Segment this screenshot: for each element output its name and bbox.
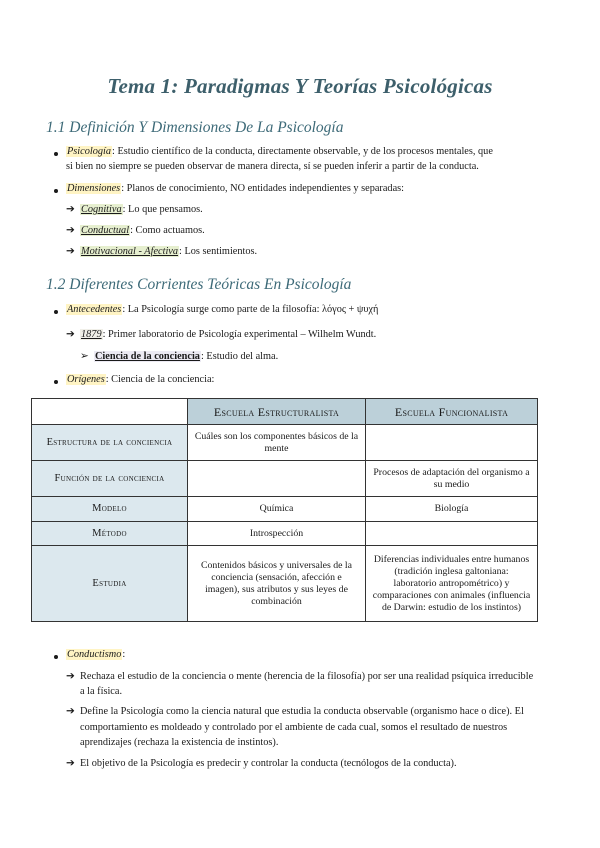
table-row [32,546,538,622]
table-cell: Química [188,497,366,522]
table-cell: Cuáles son los componentes básicos de la mente [188,425,366,461]
ciencia-text: : Estudio del alma. [200,351,279,362]
conductismo-text-3: El objetivo de la Psicología es predecir y controlar la conducta (tecnólogos de la conducta). [80,758,457,769]
table-cell [188,461,366,497]
dimensiones-text: : Planos de conocimiento, NO entidades independientes y separadas: [121,183,405,194]
table-corner-cell [32,399,188,425]
psicologia-term: Psicología [67,146,112,157]
schools-comparison-table [31,398,538,622]
cognitiva-text: : Lo que pensamos. [122,204,203,215]
table-row [32,497,538,522]
arrow-right-icon: ➔ [66,671,75,682]
antecedentes-line [66,303,378,317]
conductual-term: Conductual [81,225,130,236]
table-cell: Procesos de adaptación del organismo a su medio [366,461,538,497]
ciencia-term: Ciencia de la conciencia [95,351,200,362]
cognitiva-line [66,203,203,217]
table-cell: Biología [366,497,538,522]
page-title: Tema 1: Paradigmas Y Teorías Psicológicas [107,74,493,98]
dimensiones-line [66,182,404,196]
arrow-right-icon: ➔ [66,204,75,215]
origenes-term: Orígenes [67,374,105,385]
row-header: Modelo [32,497,188,522]
motivacional-line [66,245,257,259]
arrow-right-icon: ➔ [66,758,75,769]
wundt-line [66,328,376,342]
row-header: Estructura de la conciencia [32,425,188,461]
table-row [32,461,538,497]
row-header: Estudia [32,546,188,622]
arrow-right-icon: ➔ [66,225,75,236]
psicologia-definition [66,145,493,159]
antecedentes-term: Antecedentes [67,304,122,315]
conductual-text: : Como actuamos. [130,225,205,236]
column-header-funcionalista: Escuela Funcionalista [366,399,538,425]
dimensiones-term: Dimensiones [67,183,121,194]
year-1879: 1879 [81,329,102,340]
arrow-right-icon: ➔ [66,246,75,257]
wundt-text: : Primer laboratorio de Psicología experimental – Wilhelm Wundt. [102,329,377,340]
table-cell [366,425,538,461]
motivacional-text: : Los sentimientos. [179,246,258,257]
conductismo-colon: : [122,649,126,660]
table-row [32,522,538,546]
table-cell: Diferencias individuales entre humanos (tradición inglesa galtoniana: laboratorio antropométrico) y comparaciones con animales (influencia de Darwin: estudio de los instintos) [366,546,538,622]
bullet-icon [54,380,58,384]
conductismo-point-1 [66,669,534,699]
cognitiva-term: Cognitiva [81,204,122,215]
bullet-icon [54,655,58,659]
bullet-icon [54,152,58,156]
row-header: Método [32,522,188,546]
conductismo-text-1: Rechaza el estudio de la conciencia o mente (herencia de la filosofía) por ser una realidad psíquica irreducible a la física. [80,671,534,697]
arrowhead-right-icon: ➢ [80,351,89,362]
bullet-icon [54,189,58,193]
conductismo-point-2 [66,704,534,751]
conductismo-line [66,648,125,662]
table-cell: Introspección [188,522,366,546]
conductismo-point-3 [66,756,534,771]
table-row [32,425,538,461]
ciencia-line [80,350,278,364]
table-cell [366,522,538,546]
motivacional-term: Motivacional - Afectiva [81,246,179,257]
section-heading-1-2: 1.2 Diferentes Corrientes Teóricas En Psicología [46,276,352,293]
conductismo-text-2: Define la Psicología como la ciencia natural que estudia la conducta observable (organismo hace o dice). El comportamiento es moldeado y controlado por el ambiente de cada cual, somos el resultado de nuestros aprendizajes (rechaza la existencia de instintos). [80,706,524,748]
table-cell: Contenidos básicos y universales de la conciencia (sensación, afección e imagen), sus atributos y sus leyes de combinación [188,546,366,622]
origenes-text: : Ciencia de la conciencia: [105,374,215,385]
psicologia-text: : Estudio científico de la conducta, directamente observable, y de los procesos mentales, que [112,146,493,157]
psicologia-definition-cont: si bien no siempre se pueden observar de manera directa, sí se pueden inferir a partir de la conducta. [66,161,479,172]
arrow-right-icon: ➔ [66,329,75,340]
origenes-line [66,373,214,387]
bullet-icon [54,310,58,314]
column-header-estructuralista: Escuela Estructuralista [188,399,366,425]
row-header: Función de la conciencia [32,461,188,497]
arrow-right-icon: ➔ [66,706,75,717]
section-heading-1-1: 1.1 Definición Y Dimensiones De La Psicología [46,119,344,136]
conductismo-term: Conductismo [67,649,122,660]
conductual-line [66,224,205,238]
antecedentes-text: : La Psicología surge como parte de la filosofía: λόγος + ψυχή [122,304,379,315]
